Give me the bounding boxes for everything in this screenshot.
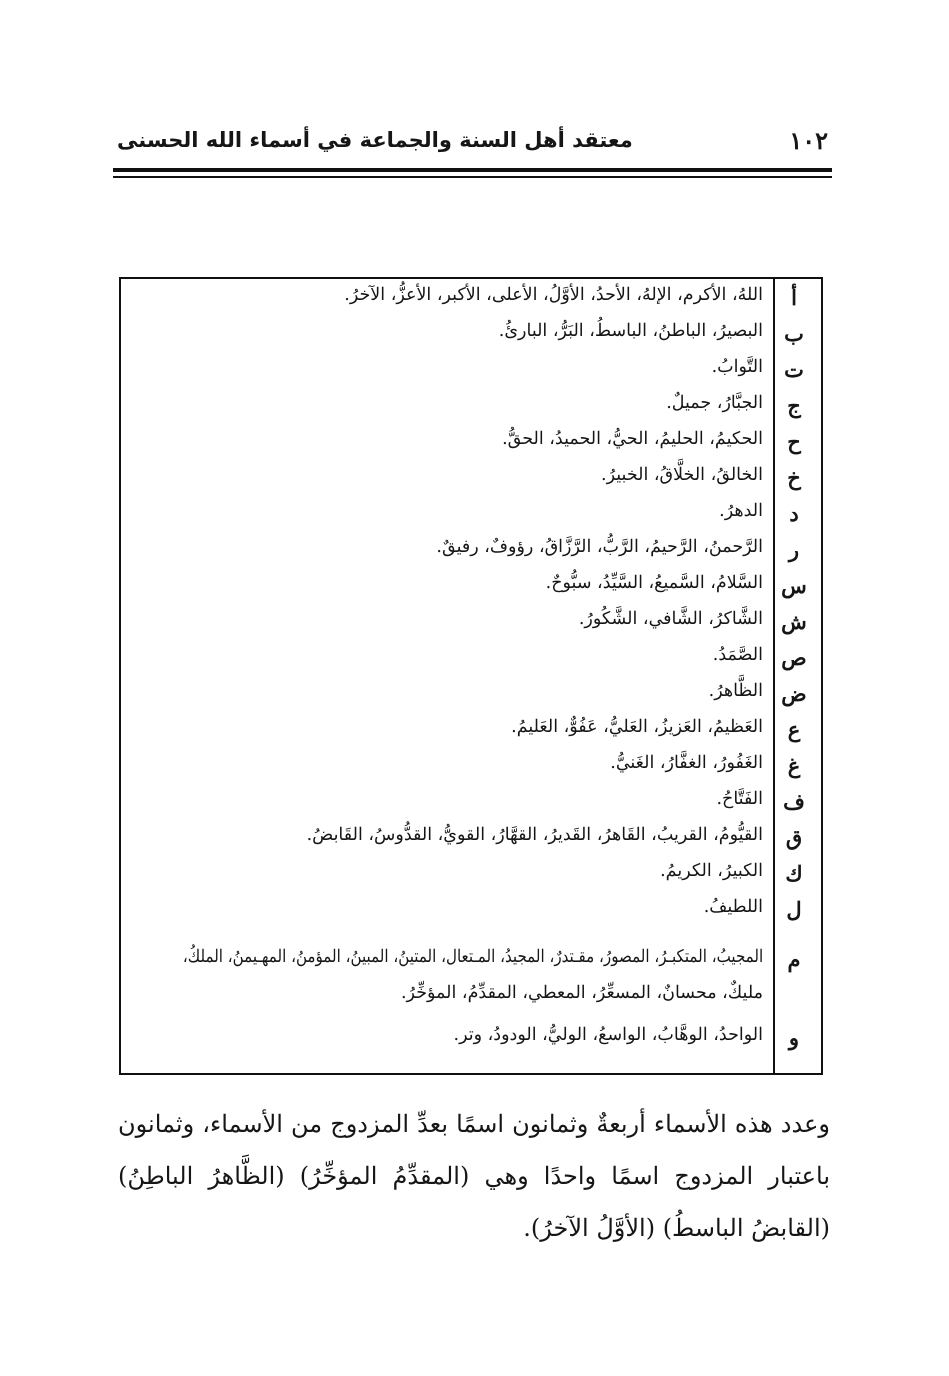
row-letter: ض — [781, 681, 807, 706]
table-row — [121, 677, 821, 713]
row-letter: د — [789, 501, 799, 526]
page-number: ١٠٢ — [789, 126, 828, 155]
row-names: الجبَّارُ، جميلٌ. — [666, 393, 763, 413]
row-names: الظَّاهرُ. — [708, 681, 763, 701]
body-paragraph-block — [118, 1098, 830, 1254]
row-letter: ع — [787, 717, 801, 742]
row-names: المجيبُ، المتكبـرُ، المصورُ، مقـتدرٌ، المجيدُ، المـتعال، المتينُ، المبينُ، المؤمنُ، المهـيمنُ، الملكُ، — [182, 947, 763, 967]
table-row — [121, 857, 821, 893]
row-names: مليكٌ، محسانٌ، المسعِّرُ، المعطي، المقدِّمُ، المؤخِّرُ. — [400, 983, 763, 1003]
table-row — [121, 605, 821, 641]
header-rule-thick — [113, 168, 832, 172]
row-letter: ص — [781, 645, 807, 670]
table-row — [121, 569, 821, 605]
table-row — [121, 943, 821, 979]
row-letter: ب — [784, 321, 804, 346]
table-row — [121, 281, 821, 317]
table-row — [121, 1021, 821, 1057]
row-letter: س — [781, 573, 807, 598]
row-names: اللطيفُ. — [703, 897, 763, 917]
row-names: الفَتَّاحُ. — [716, 789, 763, 809]
page-header — [113, 126, 830, 166]
row-names: الواحدُ، الوهَّابُ، الواسعُ، الوليُّ، الودودُ، وتر. — [453, 1025, 763, 1045]
body-paragraph: وعدد هذه الأسماء أربعةٌ وثمانون اسمًا بعدِّ المزدوج من الأسماء، وثمانون باعتبار المزدوج اسمًا واحدًا وهي (المقدِّمُ المؤخِّرُ) (الظَّاهرُ الباطِنُ) (القابضُ الباسطُ) (الأوَّلُ الآخرُ). — [118, 1110, 830, 1242]
row-letter: ر — [788, 537, 800, 562]
row-letter: خ — [787, 465, 801, 490]
row-names: البصيرُ، الباطنُ، الباسطُ، البَرُّ، البارئُ. — [498, 321, 763, 341]
row-names: العَظيمُ، العَزيزُ، العَليُّ، عَفُوٌّ، العَليمُ. — [511, 717, 763, 737]
row-names: الخالقُ، الخلَّاقُ، الخبيرُ. — [601, 465, 763, 485]
table-row — [121, 353, 821, 389]
table-row — [121, 461, 821, 497]
row-names: الشَّاكرُ، الشَّافي، الشَّكُورُ. — [578, 609, 763, 629]
table-row — [121, 785, 821, 821]
row-names: الكبيرُ، الكريمُ. — [660, 861, 763, 881]
row-letter: ج — [787, 393, 801, 418]
row-names: السَّلامُ، السَّميعُ، السَّيِّدُ، سبُّوحٌ. — [545, 573, 763, 593]
row-letter: م — [787, 947, 801, 972]
table-row — [121, 749, 821, 785]
table-row — [121, 979, 821, 1015]
row-letter: ت — [784, 357, 804, 382]
row-letter: غ — [787, 753, 801, 778]
row-names: الصَّمَدُ. — [712, 645, 763, 665]
row-names: اللهُ، الأكرم، الإلهُ، الأحدُ، الأوَّلُ، الأعلى، الأكبر، الأعزُّ، الآخرُ. — [344, 285, 763, 305]
running-title: معتقد أهل السنة والجماعة في أسماء الله الحسنى — [117, 128, 633, 152]
table-row — [121, 821, 821, 857]
table-row — [121, 389, 821, 425]
row-names: الحكيمُ، الحليمُ، الحيُّ، الحميدُ، الحقُّ. — [502, 429, 763, 449]
table-row — [121, 893, 821, 929]
table-row — [121, 533, 821, 569]
row-letter: ل — [786, 897, 802, 922]
names-table — [119, 277, 823, 1075]
row-letter: أ — [791, 285, 797, 310]
row-letter: ح — [787, 429, 801, 454]
table-row — [121, 317, 821, 353]
row-names: الغَفُورُ، الغفَّارُ، الغَنيُّ. — [610, 753, 763, 773]
row-names: الدهرُ. — [719, 501, 763, 521]
row-letter: ق — [785, 825, 803, 850]
row-names: التَّوابُ. — [711, 357, 763, 377]
table-row — [121, 497, 821, 533]
row-letter: ش — [781, 609, 807, 634]
row-names: القيُّومُ، القريبُ، القَاهرُ، القَديرُ، القهَّارُ، القويُّ، القدُّوسُ، القَابضُ. — [306, 825, 763, 845]
table-row — [121, 641, 821, 677]
table-row — [121, 425, 821, 461]
row-names: الرَّحمنُ، الرَّحيمُ، الرَّبُّ، الرَّزَّاقُ، رؤوفٌ، رفيقٌ. — [436, 537, 763, 557]
row-letter: ف — [783, 789, 805, 814]
row-letter: و — [788, 1025, 800, 1050]
header-rule-thin — [113, 176, 832, 178]
table-row — [121, 713, 821, 749]
row-letter: ك — [785, 861, 803, 886]
